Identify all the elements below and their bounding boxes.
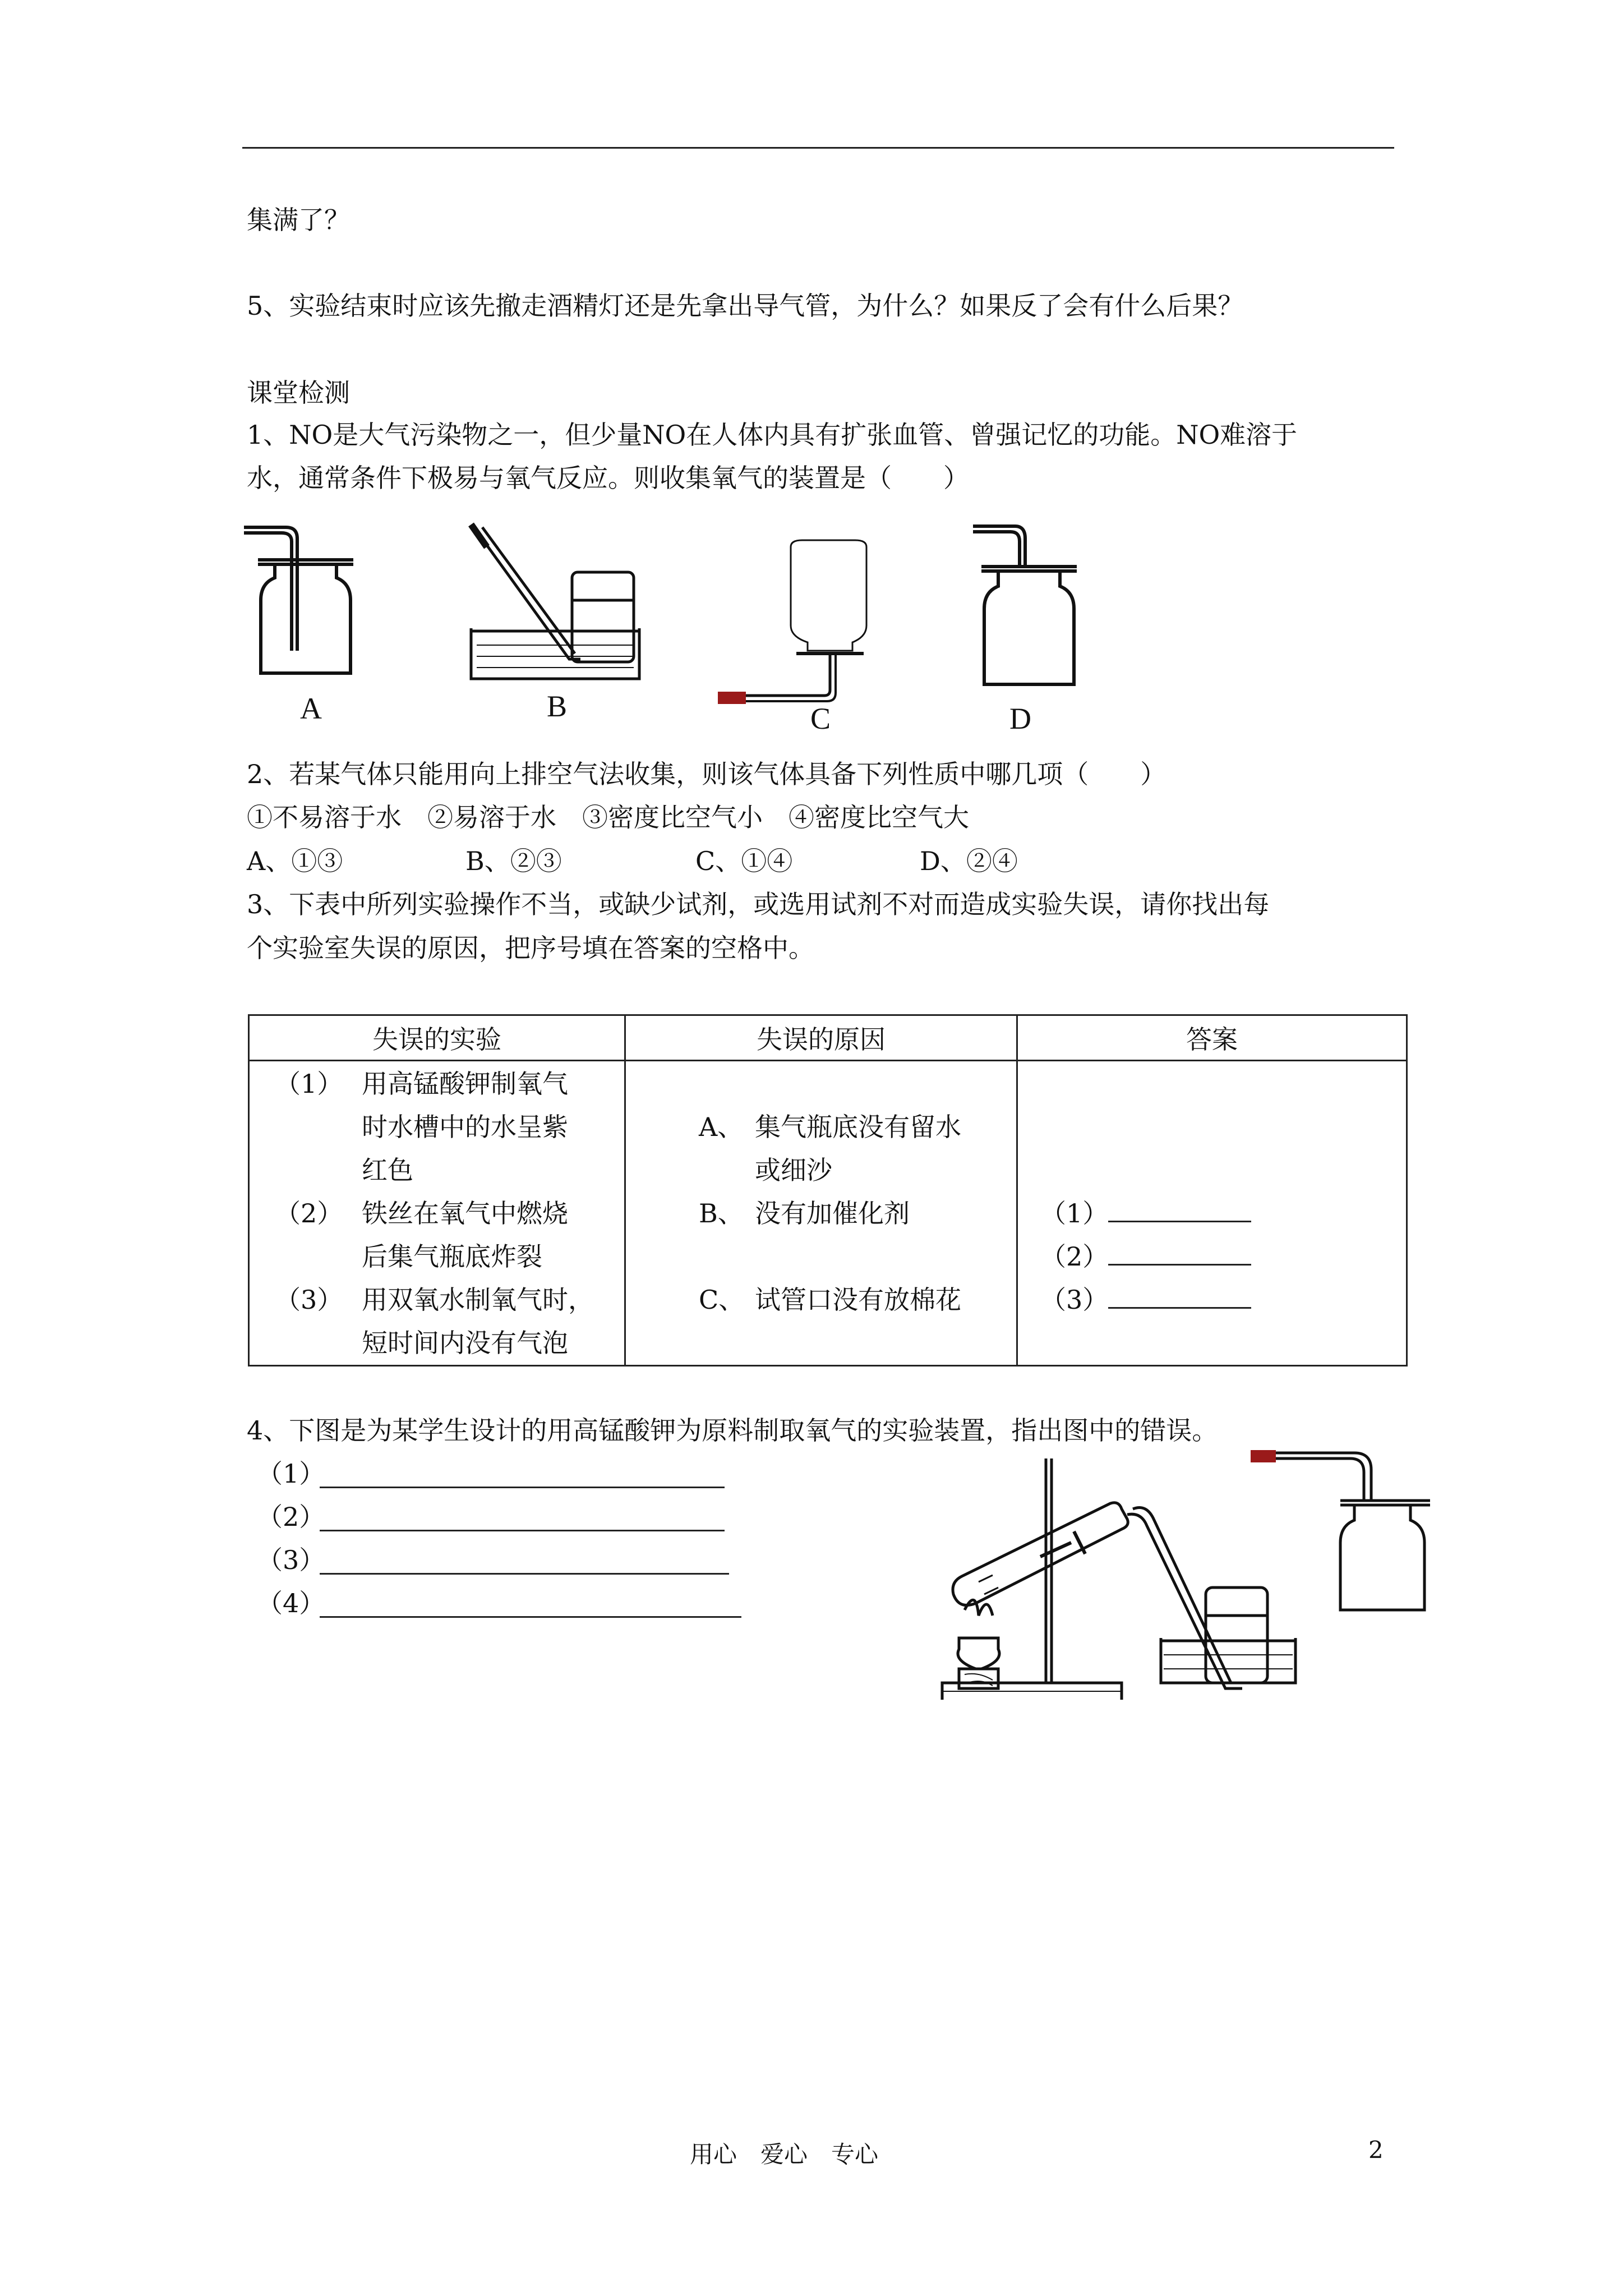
reason-a-line1: 集气瓶底没有留水 <box>755 1112 961 1142</box>
q4-blank-4[interactable] <box>320 1616 741 1618</box>
header-rule <box>242 147 1394 149</box>
header-answer: 答案 <box>1017 1015 1407 1061</box>
q2-option-c: C、①④ <box>695 846 793 876</box>
exp3-line2: 短时间内没有气泡 <box>362 1328 568 1358</box>
page-number: 2 <box>1368 2136 1384 2164</box>
exp3-line1: 用双氧水制氧气时， <box>362 1285 594 1315</box>
exp1-line2: 时水槽中的水呈紫 <box>362 1112 568 1142</box>
reason-letter-c: C、 <box>699 1285 745 1315</box>
q4-blank-label-3: （3） <box>257 1545 325 1575</box>
q4-blank-label-2: （2） <box>257 1502 325 1532</box>
q2-option-a: A、①③ <box>247 846 343 876</box>
experiments-cell <box>249 1061 625 1366</box>
answer-label-1: （1） <box>1040 1198 1109 1228</box>
q2-option-d: D、②④ <box>920 846 1018 876</box>
q4-blank-2[interactable] <box>320 1530 725 1531</box>
exp2-line1: 铁丝在氧气中燃烧 <box>362 1198 568 1228</box>
section-title: 课堂检测 <box>247 378 350 408</box>
reason-a-line2: 或细沙 <box>755 1155 832 1185</box>
label-b: B <box>547 689 568 723</box>
header-experiment: 失误的实验 <box>249 1015 625 1061</box>
q2-stem: 2、若某气体只能用向上排空气法收集，则该气体具备下列性质中哪几项（ ） <box>247 759 1166 789</box>
q4-stem: 4、下图是为某学生设计的用高锰酸钾为原料制取氧气的实验装置，指出图中的错误。 <box>247 1415 1218 1446</box>
apparatus-a-figure <box>241 516 365 684</box>
apparatus-d-figure <box>965 516 1088 696</box>
q3-line2: 个实验室失误的原因，把序号填在答案的空格中。 <box>247 933 814 963</box>
apparatus-b-figure <box>460 516 645 684</box>
exp1-line1: 用高锰酸钾制氧气 <box>362 1069 568 1099</box>
answers-cell <box>1017 1061 1407 1366</box>
q4-blank-label-4: （4） <box>257 1588 325 1618</box>
reason-letter-b: B、 <box>699 1198 744 1228</box>
answer-blank-3[interactable] <box>1108 1285 1251 1309</box>
continued-text: 集满了？ <box>247 205 350 235</box>
exp-num-2: （2） <box>275 1198 343 1228</box>
answer-blank-2[interactable] <box>1108 1241 1251 1266</box>
question-5: 5、实验结束时应该先撤走酒精灯还是先拿出导气管，为什么？如果反了会有什么后果？ <box>247 291 1244 321</box>
q4-blank-1[interactable] <box>320 1487 725 1488</box>
exp-num-3: （3） <box>275 1285 343 1315</box>
answer-blank-1[interactable] <box>1108 1198 1251 1222</box>
apparatus-c-figure <box>712 536 875 704</box>
q4-blank-label-1: （1） <box>257 1458 325 1489</box>
exp1-line3: 红色 <box>362 1155 413 1185</box>
answer-label-2: （2） <box>1040 1241 1109 1272</box>
exp2-line2: 后集气瓶底炸裂 <box>362 1241 542 1272</box>
error-table <box>248 1014 1408 1366</box>
exp-num-1: （1） <box>275 1069 343 1099</box>
reasons-cell <box>625 1061 1017 1366</box>
q2-properties: ①不易溶于水 ②易溶于水 ③密度比空气小 ④密度比空气大 <box>247 802 969 832</box>
q4-blank-3[interactable] <box>320 1573 729 1575</box>
footer-motto: 用心 爱心 专心 <box>690 2141 879 2168</box>
label-a: A <box>300 692 322 725</box>
reason-c-line1: 试管口没有放棉花 <box>755 1285 961 1315</box>
answer-label-3: （3） <box>1040 1285 1109 1315</box>
reason-b-line1: 没有加催化剂 <box>755 1198 910 1228</box>
label-c: C <box>810 702 831 735</box>
label-d: D <box>1009 702 1031 735</box>
reason-letter-a: A、 <box>699 1112 744 1142</box>
q1-line1: 1、NO是大气污染物之一，但少量NO在人体内具有扩张血管、曾强记忆的功能。NO难溶于 <box>247 420 1298 450</box>
q1-line2: 水，通常条件下极易与氧气反应。则收集氧气的装置是（ ） <box>247 463 969 493</box>
q2-option-b: B、②③ <box>465 846 562 876</box>
q3-line1: 3、下表中所列实验操作不当，或缺少试剂，或选用试剂不对而造成实验失误，请你找出每 <box>247 889 1270 919</box>
kmno4-apparatus-figure <box>937 1447 1441 1711</box>
header-reason: 失误的原因 <box>625 1015 1017 1061</box>
